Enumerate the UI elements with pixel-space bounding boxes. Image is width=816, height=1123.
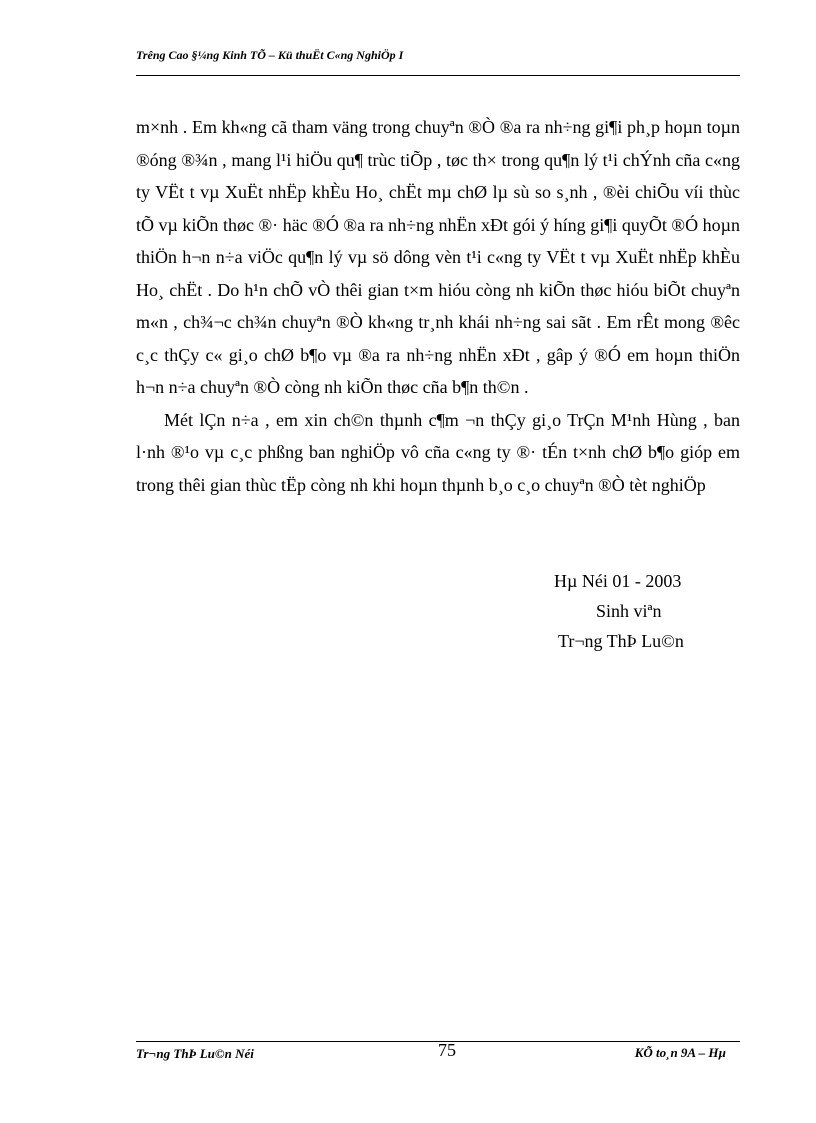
body-paragraph-1: m×nh . Em kh«ng cã tham väng trong chuyªn ®Ò ®a ra nh÷ng gi¶i ph¸p hoµn toµn ®óng ®¾n , mang l¹i hiÖu qu¶ trùc tiÕp , tøc th× trong qu¶n lý t¹i chÝnh cña c«ng ty VËt t vµ XuËt nhËp khÈu Ho¸ chËt mµ chØ lµ sù so s¸nh , ®èi chiÕu víi thùc tÕ vµ kiÕn thøc ®· häc ®Ó ®a ra nh÷ng nhËn xÐt gói ý híng gi¶i quyÕt ®Ó hoµn thiÖn h¬n n÷a viÖc qu¶n lý vµ sö dông vèn t¹i c«ng ty VËt t vµ XuËt nhËp khÈu Ho¸ chËt . Do h¹n chÕ vÒ thêi gian t×m hióu còng nh kiÕn thøc hióu biÕt chuyªn m«n , ch¾¬c ch¾n chuyªn ®Ò kh«ng tr¸nh khái nh÷ng sai sãt . Em rÊt mong ®êc c¸c thÇy c« gi¸o chØ b¶o vµ ®a ra nh÷ng nhËn xÐt , gâp ý ®Ó em hoµn thiÖn h¬n n÷a chuyªn ®Ò còng nh kiÕn thøc cña b¶n th©n . bbox=[136, 117, 740, 397]
header-divider bbox=[136, 75, 740, 76]
signature-name: Tr¬ng ThÞ Lu©n bbox=[558, 631, 684, 651]
page-header: Trêng Cao §¼ng Kinh TÕ – Kü thuËt C«ng NghiÖp I bbox=[136, 48, 404, 62]
signature-place-date: Hµ Néi 01 - 2003 bbox=[554, 571, 682, 591]
footer-class-label: KÕ to¸n 9A – Hµ bbox=[634, 1045, 726, 1060]
footer-author: Tr¬ng ThÞ Lu©n Néi bbox=[136, 1046, 254, 1061]
signature-role: Sinh viªn bbox=[596, 601, 662, 621]
page-number: 75 bbox=[438, 1040, 456, 1060]
body-paragraph-2: Mét lÇn n÷a , em xin ch©n thµnh c¶m ¬n thÇy gi¸o TrÇn M¹nh Hùng , ban l·nh ®¹o vµ c¸c phßng ban nghiÖp vô cña c«ng ty ®· tÉn t×nh chØ b¶o gióp em trong thêi gian thùc tËp còng nh khi hoµn thµnh b¸o c¸o chuyªn ®Ò tèt nghiÖp bbox=[136, 409, 740, 495]
document-body bbox=[136, 111, 740, 501]
